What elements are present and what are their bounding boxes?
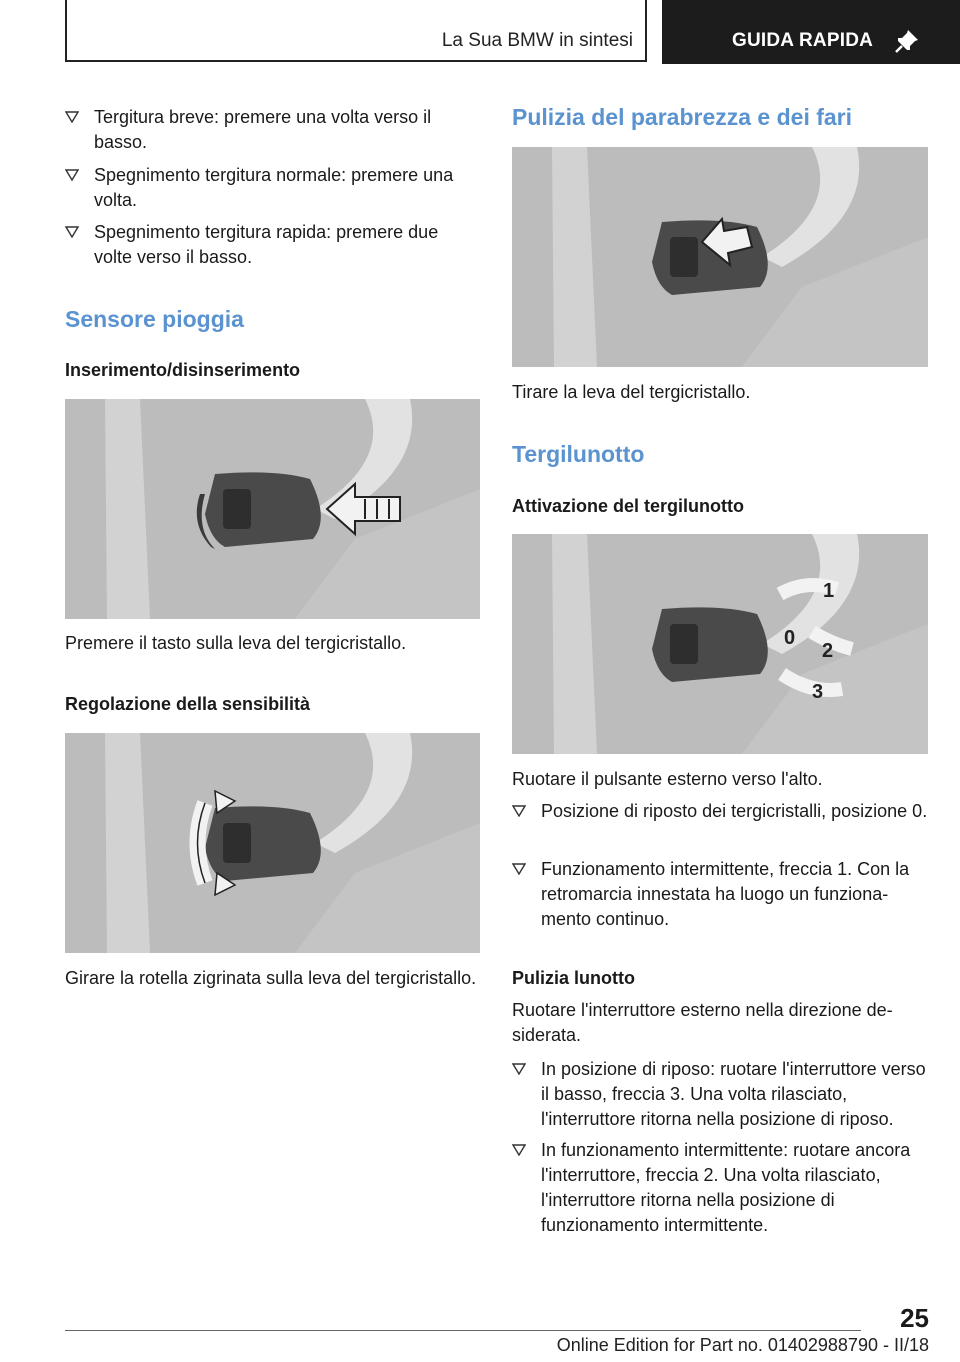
bullet-item — [65, 105, 480, 155]
bullet-text: Funzionamento intermittente, freccia 1. Con la retromarcia innestata ha luogo un funzionamento continuo. — [541, 859, 910, 929]
footer-divider — [65, 1330, 861, 1331]
triangle-bullet-icon — [512, 863, 526, 875]
bullet-item — [512, 1057, 928, 1132]
section-heading-sensore-pioggia: Sensore pioggia — [65, 306, 244, 332]
section-heading-pulizia: Pulizia del parabrezza e dei fari — [512, 104, 853, 130]
triangle-bullet-icon — [512, 805, 526, 817]
header-chapter-title: GUIDA RAPIDA — [732, 30, 874, 51]
footer-edition: Online Edition for Part no. 01402988790 - II/18 — [556, 1335, 929, 1355]
bullet-text: In funzionamento intermittente: ruotare ancora l'interruttore, freccia 2. Una volta rilasciato, l'interruttore ritorna nella posizione di funzionamento intermittente. — [541, 1140, 911, 1235]
figure-caption: Tirare la leva del tergicristallo. — [512, 382, 751, 402]
rear-wiper-label-1: 1 — [823, 580, 835, 602]
figure-wiper-stalk-pull — [512, 147, 928, 367]
triangle-bullet-icon — [65, 169, 79, 181]
bullet-text: Tergitura breve: premere una volta verso il basso. — [94, 107, 432, 152]
bullet-item — [65, 163, 480, 213]
figure-caption: Premere il tasto sulla leva del tergicristallo. — [65, 633, 407, 653]
triangle-bullet-icon — [512, 1063, 526, 1075]
figure-caption: Girare la rotella zigrinata sulla leva del tergicristallo. — [65, 968, 477, 988]
bullet-text: Spegnimento tergitura normale: premere una volta. — [94, 165, 454, 210]
rear-wiper-label-0: 0 — [784, 627, 796, 649]
triangle-bullet-icon — [512, 1144, 526, 1156]
page-number: 25 — [900, 1303, 929, 1333]
subheading-regolazione: Regolazione della sensibilità — [65, 694, 311, 714]
bullet-item — [512, 1138, 928, 1238]
triangle-bullet-icon — [65, 226, 79, 238]
subheading-pulizia-lunotto: Pulizia lunotto — [512, 968, 635, 988]
header-section-box — [65, 0, 647, 62]
bullet-item — [512, 857, 928, 932]
subheading-attivazione: Attivazione del tergilunotto — [512, 496, 744, 516]
header-section-title: La Sua BMW in sintesi — [441, 30, 633, 51]
bullet-item — [512, 799, 928, 824]
figure-wiper-stalk-button — [65, 399, 480, 619]
section-heading-tergilunotto: Tergilunotto — [512, 441, 645, 467]
rear-wiper-label-2: 2 — [822, 640, 834, 662]
triangle-bullet-icon — [65, 111, 79, 123]
bullet-item — [65, 220, 480, 270]
paragraph: Ruotare l'interruttore esterno nella direzione desiderata. — [512, 1000, 893, 1045]
figure-caption: Ruotare il pulsante esterno verso l'alto. — [512, 769, 823, 789]
bullet-text: Spegnimento tergitura rapida: premere due volte verso il basso. — [94, 222, 439, 267]
figure-rear-wiper-switch — [512, 534, 928, 754]
bullet-text: Posizione di riposto dei tergicristalli, posizione 0. — [541, 801, 928, 821]
subheading-inserimento: Inserimento/disinserimento — [65, 360, 301, 380]
bullet-text: In posizione di riposo: ruotare l'interruttore verso il basso, freccia 3. Una volta rilasciato, l'interruttore ritorna nella posizione di riposo. — [541, 1059, 926, 1129]
pushpin-icon — [894, 28, 920, 54]
rear-wiper-label-3: 3 — [812, 681, 824, 703]
header-chapter-tab — [662, 0, 960, 64]
figure-wiper-stalk-wheel — [65, 733, 480, 953]
